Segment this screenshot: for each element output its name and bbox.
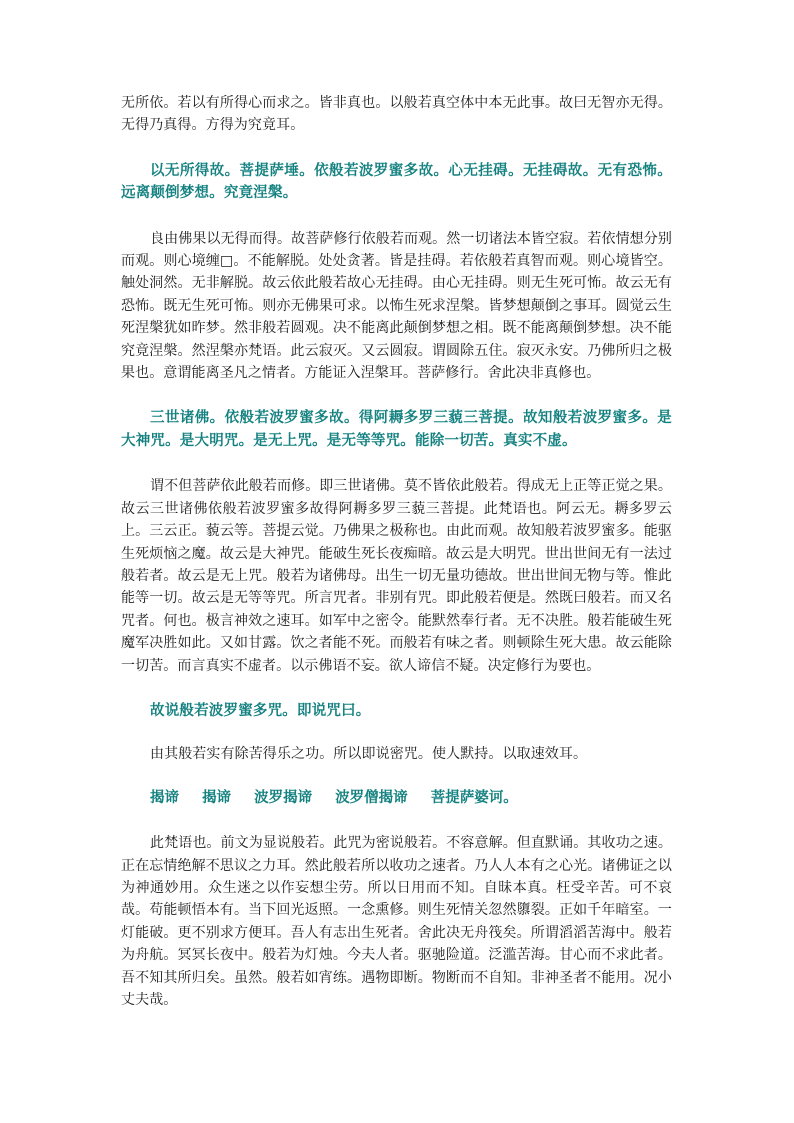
sutra-verse-3: 故说般若波罗蜜多咒。即说咒曰。 xyxy=(150,702,371,719)
sutra-verse-2: 三世诸佛。依般若波罗蜜多故。得阿耨多罗三藐三菩提。故知般若波罗蜜多。是大神咒。是大明咒。是无上咒。是无等等咒。能除一切苦。真实不虚。 xyxy=(121,410,672,449)
mantra-part-1: 揭谛 xyxy=(150,789,179,806)
commentary-paragraph-2: 良由佛果以无得而得。故菩萨修行依般若而观。然一切诸法本皆空寂。若依情想分别而观。则心境缠□。不能解脱。处处贪著。皆是挂碍。若依般若真智而观。则心境皆空。触处洞然。无非解脱。故云依此般若故心无挂碍。由心无挂碍。则无生死可怖。故云无有恐怖。既无生死可怖。则亦无佛果可求。以怖生死求涅槃。皆梦想颠倒之事耳。圆觉云生死涅槃犹如昨梦。然非般若圆观。决不能离此颠倒梦想之相。既不能离颠倒梦想。决不能究竟涅槃。然涅槃亦梵语。此云寂灭。又云圆寂。谓圆除五住。寂灭永安。乃佛所归之极果也。意谓能离圣凡之情者。方能证入涅槃耳。菩萨修行。舍此决非真修也。 xyxy=(121,230,672,382)
mantra-part-3: 波罗揭谛 xyxy=(254,789,313,806)
mantra-part-5: 菩提萨婆诃。 xyxy=(430,789,518,806)
mantra-line xyxy=(121,787,672,809)
commentary-paragraph-5: 此梵语也。前文为显说般若。此咒为密说般若。不容意解。但直默诵。其收功之速。正在忘情绝解不思议之力耳。然此般若所以收功之速者。乃人人本有之心光。诸佛证之以为神通妙用。众生迷之以作妄想尘劳。所以日用而不知。自昧本真。枉受辛苦。可不哀哉。苟能顿悟本有。当下回光返照。一念熏修。则生死情关忽然隳裂。正如千年暗室。一灯能破。更不别求方便耳。吾人有志出生死者。舍此决无舟筏矣。所谓滔滔苦海中。般若为舟航。冥冥长夜中。般若为灯烛。今夫人者。驱驰险道。泛滥苦海。甘心而不求此者。吾不知其所归矣。虽然。般若如宵练。遇物即断。物断而不自知。非神圣者不能用。况小丈夫哉。 xyxy=(121,835,672,1008)
mantra-part-4: 波罗僧揭谛 xyxy=(335,789,408,806)
commentary-paragraph-4: 由其般若实有除苦得乐之功。所以即说密咒。使人默持。以取速效耳。 xyxy=(150,746,588,763)
document-page xyxy=(121,92,672,1011)
sutra-verse-1: 以无所得故。菩提萨埵。依般若波罗蜜多故。心无挂碍。无挂碍故。无有恐怖。远离颠倒梦想。究竟涅槃。 xyxy=(121,162,672,202)
commentary-paragraph-1: 无所依。若以有所得心而求之。皆非真也。以般若真空体中本无此事。故曰无智亦无得。无得乃真得。方得为究竟耳。 xyxy=(121,95,672,134)
commentary-paragraph-3: 谓不但菩萨依此般若而修。即三世诸佛。莫不皆依此般若。得成无上正等正觉之果。故云三世诸佛依般若波罗蜜多故得阿耨多罗三藐三菩提。此梵语也。阿云无。耨多罗云上。三云正。藐云等。菩提云觉。乃佛果之极称也。由此而观。故知般若波罗蜜多。能驱生死烦恼之魔。故云是大神咒。能破生死长夜痴暗。故云是大明咒。世出世间无有一法过般若者。故云是无上咒。般若为诸佛母。出生一切无量功德故。世出世间无物与等。惟此能等一切。故云是无等等咒。所言咒者。非别有咒。即此般若便是。然既曰般若。而又名咒者。何也。极言神效之速耳。如军中之密令。能默然奉行者。无不决胜。般若能破生死魔军决胜如此。又如甘露。饮之者能不死。而般若有味之者。则顿除生死大患。故云能除一切苦。而言真实不虚者。以示佛语不妄。欲人谛信不疑。决定修行为要也。 xyxy=(121,478,672,674)
mantra-part-2: 揭谛 xyxy=(202,789,232,806)
